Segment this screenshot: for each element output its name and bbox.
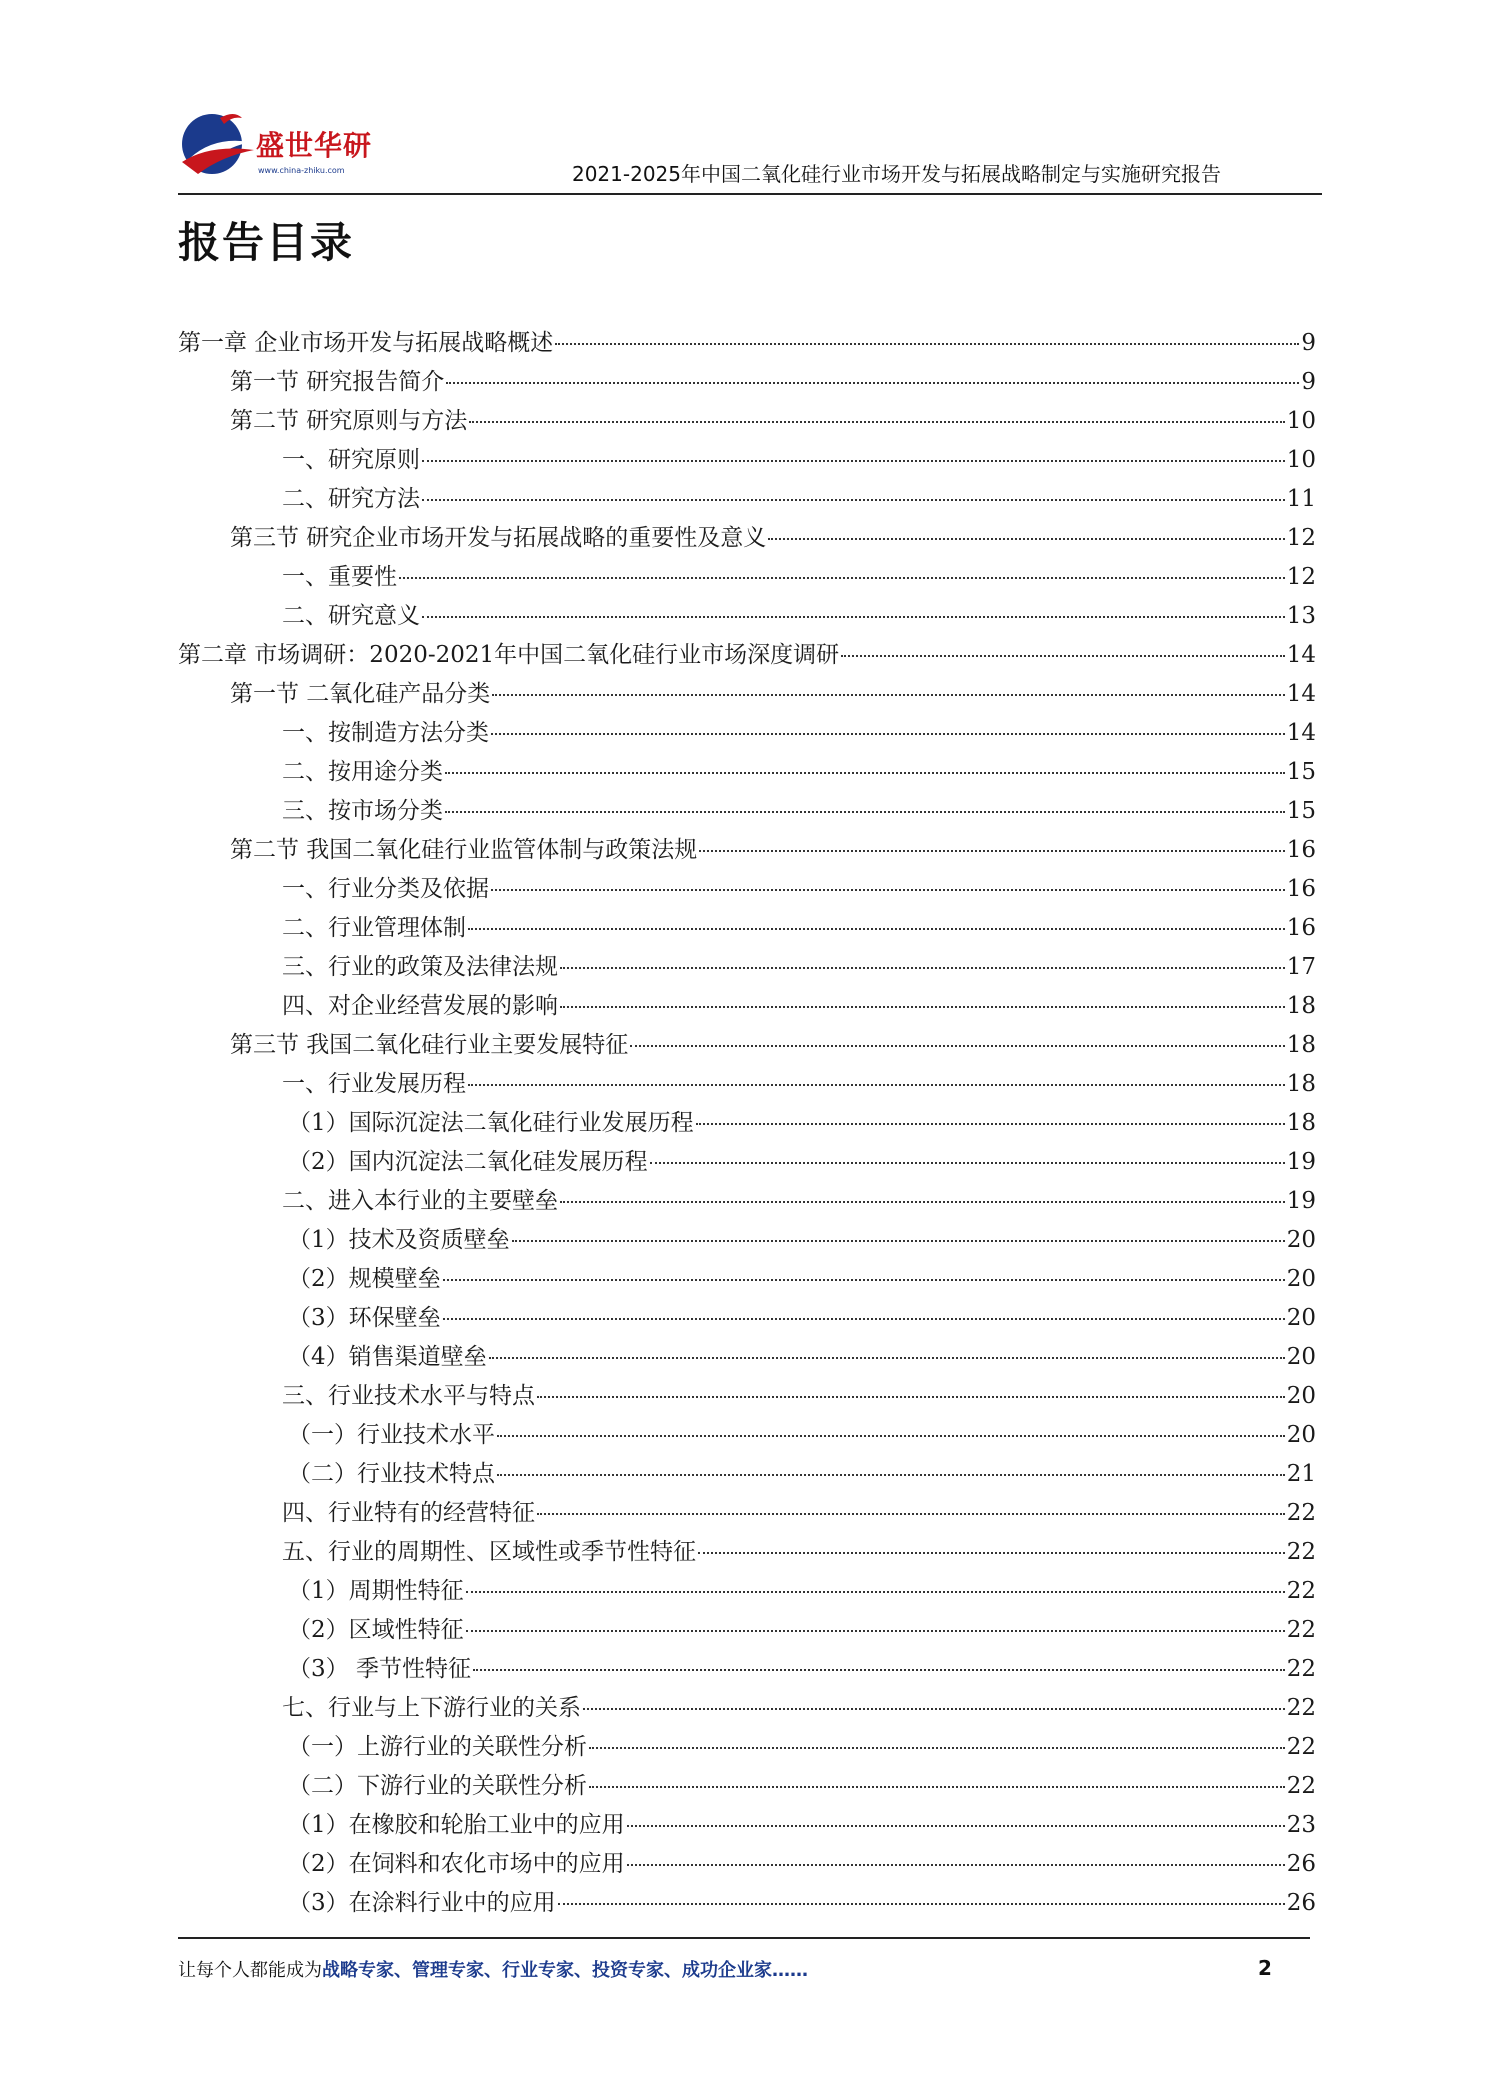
toc-entry[interactable] xyxy=(178,1065,1316,1104)
toc-entry-page: 22 xyxy=(1286,1734,1316,1760)
toc-entry[interactable] xyxy=(178,1650,1316,1689)
toc-entry[interactable] xyxy=(178,909,1316,948)
toc-entry[interactable] xyxy=(178,1611,1316,1650)
toc-dot-leader xyxy=(422,460,1285,462)
toc-entry-text: 第二节 研究原则与方法 xyxy=(230,408,468,434)
toc-entry[interactable] xyxy=(178,1845,1316,1884)
toc-entry-page: 14 xyxy=(1286,720,1316,746)
toc-entry-text: 第二节 我国二氧化硅行业监管体制与政策法规 xyxy=(230,837,698,863)
toc-dot-leader xyxy=(558,1903,1285,1905)
toc-entry-page: 26 xyxy=(1286,1890,1316,1916)
toc-entry[interactable] xyxy=(178,1299,1316,1338)
toc-entry[interactable] xyxy=(178,402,1316,441)
toc-dot-leader xyxy=(422,616,1285,618)
slogan-highlight: 战略专家、管理专家、行业专家、投资专家、成功企业家…… xyxy=(322,1960,808,1981)
toc-dot-leader xyxy=(698,1552,1285,1554)
toc-entry[interactable] xyxy=(178,792,1316,831)
toc-dot-leader xyxy=(399,577,1285,579)
toc-entry[interactable] xyxy=(178,519,1316,558)
toc-dot-leader xyxy=(492,694,1284,696)
toc-dot-leader xyxy=(841,655,1285,657)
toc-entry[interactable] xyxy=(178,831,1316,870)
toc-entry-page: 15 xyxy=(1286,759,1316,785)
toc-entry[interactable] xyxy=(178,1806,1316,1845)
toc-dot-leader xyxy=(489,1357,1285,1359)
toc-entry-text: 二、按用途分类 xyxy=(282,759,443,785)
toc-entry-text: （一）上游行业的关联性分析 xyxy=(288,1734,587,1760)
toc-entry-text: 一、按制造方法分类 xyxy=(282,720,489,746)
toc-entry[interactable] xyxy=(178,1260,1316,1299)
toc-entry[interactable] xyxy=(178,558,1316,597)
toc-heading: 报告目录 xyxy=(178,218,355,267)
toc-dot-leader xyxy=(512,1240,1285,1242)
toc-entry-page: 22 xyxy=(1286,1773,1316,1799)
toc-entry-page: 9 xyxy=(1301,369,1316,395)
toc-entry-page: 18 xyxy=(1286,1110,1316,1136)
toc-entry-text: 第一节 研究报告简介 xyxy=(230,369,445,395)
logo-name: 盛世华研 xyxy=(256,129,373,162)
report-title: 2021-2025年中国二氧化硅行业市场开发与拓展战略制定与实施研究报告 xyxy=(571,162,1221,186)
toc-dot-leader xyxy=(466,1591,1285,1593)
toc-entry-text: 第二章 市场调研：2020-2021年中国二氧化硅行业市场深度调研 xyxy=(178,642,840,668)
toc-entry-text: 三、行业的政策及法律法规 xyxy=(282,954,558,980)
toc-entry-text: 一、重要性 xyxy=(282,564,397,590)
toc-entry-page: 20 xyxy=(1286,1305,1316,1331)
toc-entry[interactable] xyxy=(178,714,1316,753)
toc-entry-text: （二）行业技术特点 xyxy=(288,1461,495,1487)
toc-entry-page: 13 xyxy=(1286,603,1316,629)
toc-entry[interactable] xyxy=(178,363,1316,402)
toc-dot-leader xyxy=(497,1435,1285,1437)
toc-entry[interactable] xyxy=(178,1143,1316,1182)
table-of-contents xyxy=(178,324,1316,1923)
toc-dot-leader xyxy=(560,1201,1285,1203)
toc-entry-text: （1）国际沉淀法二氧化硅行业发展历程 xyxy=(288,1110,694,1136)
toc-entry-text: （2）国内沉淀法二氧化硅发展历程 xyxy=(288,1149,648,1175)
toc-entry-page: 19 xyxy=(1286,1149,1316,1175)
toc-entry-text: （二）下游行业的关联性分析 xyxy=(288,1773,587,1799)
toc-entry-text: （2）在饲料和农化市场中的应用 xyxy=(288,1851,625,1877)
footer-divider xyxy=(178,1937,1310,1939)
page-number: 2 xyxy=(1258,1956,1272,1980)
logo-swoosh-icon xyxy=(172,104,258,184)
toc-entry-text: 第一章 企业市场开发与拓展战略概述 xyxy=(178,330,554,356)
header-divider xyxy=(178,193,1322,195)
toc-dot-leader xyxy=(473,1669,1285,1671)
toc-entry-page: 22 xyxy=(1286,1695,1316,1721)
toc-entry-page: 20 xyxy=(1286,1344,1316,1370)
toc-entry[interactable] xyxy=(178,1494,1316,1533)
toc-entry[interactable] xyxy=(178,1416,1316,1455)
toc-entry-page: 20 xyxy=(1286,1266,1316,1292)
toc-entry-page: 16 xyxy=(1286,837,1316,863)
toc-entry[interactable] xyxy=(178,1884,1316,1923)
footer-slogan xyxy=(178,1956,808,1982)
toc-dot-leader xyxy=(537,1513,1285,1515)
toc-entry[interactable] xyxy=(178,441,1316,480)
toc-dot-leader xyxy=(443,1318,1285,1320)
toc-dot-leader xyxy=(627,1825,1285,1827)
toc-entry[interactable] xyxy=(178,870,1316,909)
toc-entry-page: 14 xyxy=(1286,681,1316,707)
toc-dot-leader xyxy=(696,1123,1285,1125)
toc-entry-text: 一、行业发展历程 xyxy=(282,1071,466,1097)
toc-entry-page: 17 xyxy=(1286,954,1316,980)
toc-entry-page: 22 xyxy=(1286,1656,1316,1682)
toc-dot-leader xyxy=(469,421,1284,423)
toc-entry[interactable] xyxy=(178,1572,1316,1611)
toc-entry-page: 10 xyxy=(1286,447,1316,473)
toc-entry[interactable] xyxy=(178,324,1316,363)
toc-entry-text: （一）行业技术水平 xyxy=(288,1422,495,1448)
toc-dot-leader xyxy=(627,1864,1285,1866)
toc-entry-page: 11 xyxy=(1286,486,1316,512)
toc-entry-page: 21 xyxy=(1286,1461,1316,1487)
toc-entry[interactable] xyxy=(178,1338,1316,1377)
toc-entry[interactable] xyxy=(178,1377,1316,1416)
toc-entry-page: 16 xyxy=(1286,876,1316,902)
toc-entry-text: 第三节 我国二氧化硅行业主要发展特征 xyxy=(230,1032,629,1058)
toc-dot-leader xyxy=(768,538,1284,540)
toc-dot-leader xyxy=(699,850,1284,852)
toc-entry[interactable] xyxy=(178,1533,1316,1572)
toc-dot-leader xyxy=(497,1474,1285,1476)
toc-dot-leader xyxy=(468,1084,1285,1086)
toc-entry-text: （1）技术及资质壁垒 xyxy=(288,1227,510,1253)
toc-dot-leader xyxy=(446,382,1299,384)
toc-entry[interactable] xyxy=(178,1728,1316,1767)
toc-entry-text: 一、行业分类及依据 xyxy=(282,876,489,902)
toc-entry-page: 22 xyxy=(1286,1539,1316,1565)
toc-dot-leader xyxy=(630,1045,1284,1047)
toc-entry[interactable] xyxy=(178,1026,1316,1065)
toc-entry-page: 12 xyxy=(1286,564,1316,590)
toc-entry[interactable] xyxy=(178,675,1316,714)
toc-entry-page: 26 xyxy=(1286,1851,1316,1877)
toc-dot-leader xyxy=(443,1279,1285,1281)
toc-dot-leader xyxy=(466,1630,1285,1632)
toc-dot-leader xyxy=(491,889,1285,891)
toc-entry-text: 二、研究意义 xyxy=(282,603,420,629)
toc-entry-text: 二、研究方法 xyxy=(282,486,420,512)
toc-entry-text: （2）规模壁垒 xyxy=(288,1266,441,1292)
toc-dot-leader xyxy=(583,1708,1285,1710)
toc-entry-page: 18 xyxy=(1286,993,1316,1019)
toc-entry-text: （3） 季节性特征 xyxy=(288,1656,471,1682)
toc-entry-page: 20 xyxy=(1286,1227,1316,1253)
toc-entry-text: 第一节 二氧化硅产品分类 xyxy=(230,681,491,707)
toc-entry-page: 19 xyxy=(1286,1188,1316,1214)
toc-entry-page: 20 xyxy=(1286,1383,1316,1409)
toc-entry[interactable] xyxy=(178,1182,1316,1221)
toc-entry-page: 22 xyxy=(1286,1500,1316,1526)
toc-entry[interactable] xyxy=(178,597,1316,636)
toc-entry-page: 22 xyxy=(1286,1617,1316,1643)
toc-entry-text: （2）区域性特征 xyxy=(288,1617,464,1643)
toc-entry-page: 12 xyxy=(1286,525,1316,551)
toc-dot-leader xyxy=(650,1162,1285,1164)
toc-entry-text: （4）销售渠道壁垒 xyxy=(288,1344,487,1370)
toc-dot-leader xyxy=(445,772,1285,774)
toc-entry-page: 9 xyxy=(1301,330,1316,356)
toc-entry-text: 七、行业与上下游行业的关系 xyxy=(282,1695,581,1721)
toc-entry[interactable] xyxy=(178,1104,1316,1143)
toc-entry[interactable] xyxy=(178,753,1316,792)
toc-entry[interactable] xyxy=(178,948,1316,987)
toc-entry-text: 三、按市场分类 xyxy=(282,798,443,824)
toc-dot-leader xyxy=(445,811,1285,813)
toc-entry-text: 一、研究原则 xyxy=(282,447,420,473)
toc-entry[interactable] xyxy=(178,987,1316,1026)
toc-entry-text: 四、行业特有的经营特征 xyxy=(282,1500,535,1526)
toc-entry-page: 18 xyxy=(1286,1071,1316,1097)
toc-entry[interactable] xyxy=(178,636,1316,675)
company-logo xyxy=(172,104,382,184)
toc-entry-text: （3）环保壁垒 xyxy=(288,1305,441,1331)
toc-entry[interactable] xyxy=(178,1455,1316,1494)
toc-entry-text: 二、行业管理体制 xyxy=(282,915,466,941)
toc-entry-page: 15 xyxy=(1286,798,1316,824)
toc-entry-text: 三、行业技术水平与特点 xyxy=(282,1383,535,1409)
toc-entry-text: （1）周期性特征 xyxy=(288,1578,464,1604)
toc-dot-leader xyxy=(537,1396,1285,1398)
toc-entry-page: 10 xyxy=(1286,408,1316,434)
toc-entry[interactable] xyxy=(178,480,1316,519)
toc-dot-leader xyxy=(560,967,1285,969)
slogan-prefix: 让每个人都能成为 xyxy=(178,1960,322,1981)
toc-entry[interactable] xyxy=(178,1689,1316,1728)
toc-entry-page: 20 xyxy=(1286,1422,1316,1448)
toc-entry-text: 二、进入本行业的主要壁垒 xyxy=(282,1188,558,1214)
toc-dot-leader xyxy=(560,1006,1285,1008)
toc-entry-page: 14 xyxy=(1286,642,1316,668)
toc-entry-text: （3）在涂料行业中的应用 xyxy=(288,1890,556,1916)
toc-entry[interactable] xyxy=(178,1221,1316,1260)
toc-entry-page: 23 xyxy=(1286,1812,1316,1838)
logo-url: www.china-zhiku.com xyxy=(258,166,345,175)
toc-entry-text: （1）在橡胶和轮胎工业中的应用 xyxy=(288,1812,625,1838)
toc-entry-text: 四、对企业经营发展的影响 xyxy=(282,993,558,1019)
toc-entry-text: 五、行业的周期性、区域性或季节性特征 xyxy=(282,1539,696,1565)
toc-dot-leader xyxy=(491,733,1285,735)
toc-dot-leader xyxy=(555,343,1299,345)
toc-entry-page: 18 xyxy=(1286,1032,1316,1058)
toc-dot-leader xyxy=(589,1786,1285,1788)
toc-entry[interactable] xyxy=(178,1767,1316,1806)
toc-entry-page: 22 xyxy=(1286,1578,1316,1604)
toc-entry-text: 第三节 研究企业市场开发与拓展战略的重要性及意义 xyxy=(230,525,767,551)
toc-dot-leader xyxy=(589,1747,1285,1749)
toc-dot-leader xyxy=(468,928,1285,930)
toc-dot-leader xyxy=(422,499,1285,501)
toc-entry-page: 16 xyxy=(1286,915,1316,941)
